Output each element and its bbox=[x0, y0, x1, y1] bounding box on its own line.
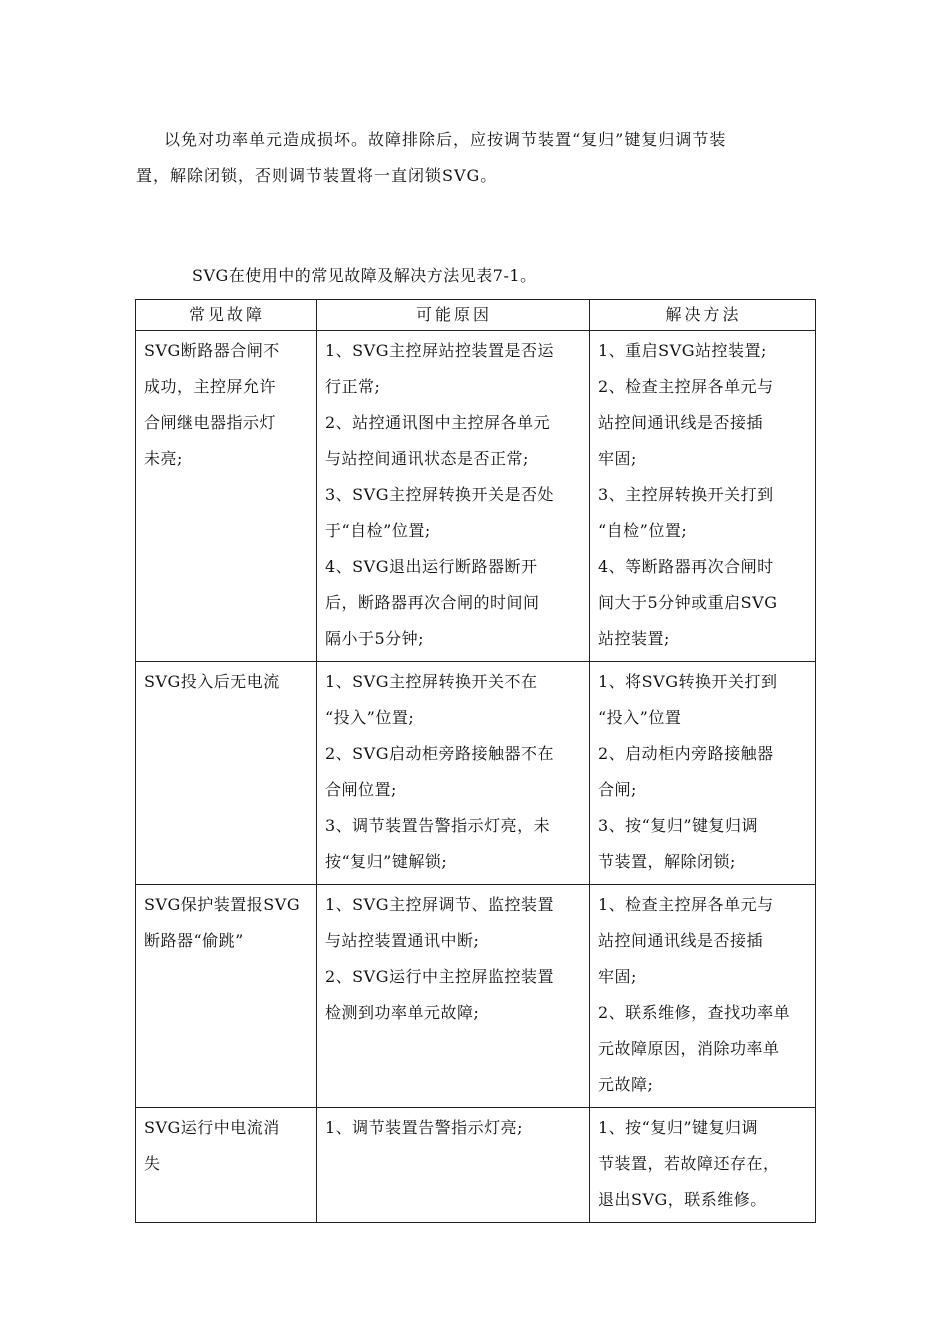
table-row bbox=[136, 885, 816, 1108]
cause-cell bbox=[317, 885, 590, 1108]
cell-line: 于“自检”位置; bbox=[325, 521, 431, 540]
cell-line: 站控间通讯线是否接插 bbox=[598, 931, 764, 950]
table-row bbox=[136, 331, 816, 662]
cell-line: 2、SVG运行中主控屏监控装置 bbox=[325, 967, 554, 986]
cell-line: “投入”位置 bbox=[598, 708, 682, 727]
cell-line: 节装置，若故障还存在， bbox=[598, 1154, 780, 1173]
cell-line: 1、重启SVG站控装置; bbox=[598, 341, 767, 360]
cell-line: 2、联系维修，查找功率单 bbox=[598, 1003, 791, 1022]
table-row bbox=[136, 662, 816, 885]
cell-line: “投入”位置; bbox=[325, 708, 415, 727]
cell-line: 3、按“复归”键复归调 bbox=[598, 816, 759, 835]
cell-line: 3、SVG主控屏转换开关是否处 bbox=[325, 485, 554, 504]
cause-cell bbox=[317, 1108, 590, 1223]
cell-line: 与站控间通讯状态是否正常; bbox=[325, 449, 529, 468]
fault-cell bbox=[136, 331, 317, 662]
cell-line: SVG投入后无电流 bbox=[144, 672, 280, 691]
cell-line: 元故障原因，消除功率单 bbox=[598, 1039, 780, 1058]
table-row bbox=[136, 1108, 816, 1223]
cell-line: 3、调节装置告警指示灯亮，未 bbox=[325, 816, 551, 835]
body-paragraph bbox=[136, 122, 812, 194]
header-solution: 解决方法 bbox=[590, 300, 816, 331]
header-cause: 可能原因 bbox=[317, 300, 590, 331]
cell-line: 1、检查主控屏各单元与 bbox=[598, 895, 774, 914]
cell-line: 牢固; bbox=[598, 967, 637, 986]
cell-line: 2、启动柜内旁路接触器 bbox=[598, 744, 774, 763]
cell-line: 元故障; bbox=[598, 1075, 654, 1094]
fault-table bbox=[135, 299, 816, 1223]
cell-line: 行正常; bbox=[325, 377, 381, 396]
cell-line: 按“复归”键解锁; bbox=[325, 852, 448, 871]
cell-line: 4、等断路器再次合闸时 bbox=[598, 557, 774, 576]
cell-line: 检测到功率单元故障; bbox=[325, 1003, 480, 1022]
cell-line: 2、检查主控屏各单元与 bbox=[598, 377, 774, 396]
cell-line: 1、SVG主控屏调节、监控装置 bbox=[325, 895, 554, 914]
cause-cell bbox=[317, 662, 590, 885]
solution-cell bbox=[590, 1108, 816, 1223]
solution-cell bbox=[590, 885, 816, 1108]
cell-line: 合闸位置; bbox=[325, 780, 397, 799]
cell-line: 失 bbox=[144, 1154, 161, 1173]
cell-line: 间大于5分钟或重启SVG bbox=[598, 593, 778, 612]
cell-line: 牢固; bbox=[598, 449, 637, 468]
cell-line: 隔小于5分钟; bbox=[325, 629, 425, 648]
cell-line: SVG断路器合闸不 bbox=[144, 341, 280, 360]
cell-line: 成功，主控屏允许 bbox=[144, 377, 277, 396]
cause-cell bbox=[317, 331, 590, 662]
cell-line: 节装置，解除闭锁; bbox=[598, 852, 736, 871]
cell-line: 后，断路器再次合闸的时间间 bbox=[325, 593, 540, 612]
header-fault: 常见故障 bbox=[136, 300, 317, 331]
cell-line: 未亮; bbox=[144, 449, 183, 468]
cell-line: 退出SVG，联系维修。 bbox=[598, 1190, 767, 1209]
cell-line: 2、SVG启动柜旁路接触器不在 bbox=[325, 744, 554, 763]
cell-line: 断路器“偷跳” bbox=[144, 931, 244, 950]
paragraph-line: 置，解除闭锁，否则调节装置将一直闭锁SVG。 bbox=[136, 166, 498, 185]
cell-line: 合闸; bbox=[598, 780, 637, 799]
solution-cell bbox=[590, 662, 816, 885]
table-header-row bbox=[136, 300, 816, 331]
cell-line: 1、将SVG转换开关打到 bbox=[598, 672, 778, 691]
fault-cell bbox=[136, 885, 317, 1108]
solution-cell bbox=[590, 331, 816, 662]
cell-line: 站控间通讯线是否接插 bbox=[598, 413, 764, 432]
fault-cell bbox=[136, 1108, 317, 1223]
paragraph-line: 以免对功率单元造成损坏。故障排除后，应按调节装置“复归”键复归调节装 bbox=[164, 130, 727, 149]
cell-line: SVG运行中电流消 bbox=[144, 1118, 280, 1137]
cell-line: 2、站控通讯图中主控屏各单元 bbox=[325, 413, 551, 432]
fault-cell bbox=[136, 662, 317, 885]
table-caption: SVG在使用中的常见故障及解决方法见表7-1。 bbox=[192, 266, 537, 285]
cell-line: 与站控装置通讯中断; bbox=[325, 931, 480, 950]
cell-line: “自检”位置; bbox=[598, 521, 688, 540]
cell-line: 3、主控屏转换开关打到 bbox=[598, 485, 774, 504]
cell-line: SVG保护装置报SVG bbox=[144, 895, 301, 914]
cell-line: 1、SVG主控屏站控装置是否运 bbox=[325, 341, 554, 360]
cell-line: 1、按“复归”键复归调 bbox=[598, 1118, 759, 1137]
cell-line: 合闸继电器指示灯 bbox=[144, 413, 277, 432]
cell-line: 4、SVG退出运行断路器断开 bbox=[325, 557, 538, 576]
cell-line: 站控装置; bbox=[598, 629, 670, 648]
cell-line: 1、调节装置告警指示灯亮; bbox=[325, 1118, 524, 1137]
cell-line: 1、SVG主控屏转换开关不在 bbox=[325, 672, 538, 691]
